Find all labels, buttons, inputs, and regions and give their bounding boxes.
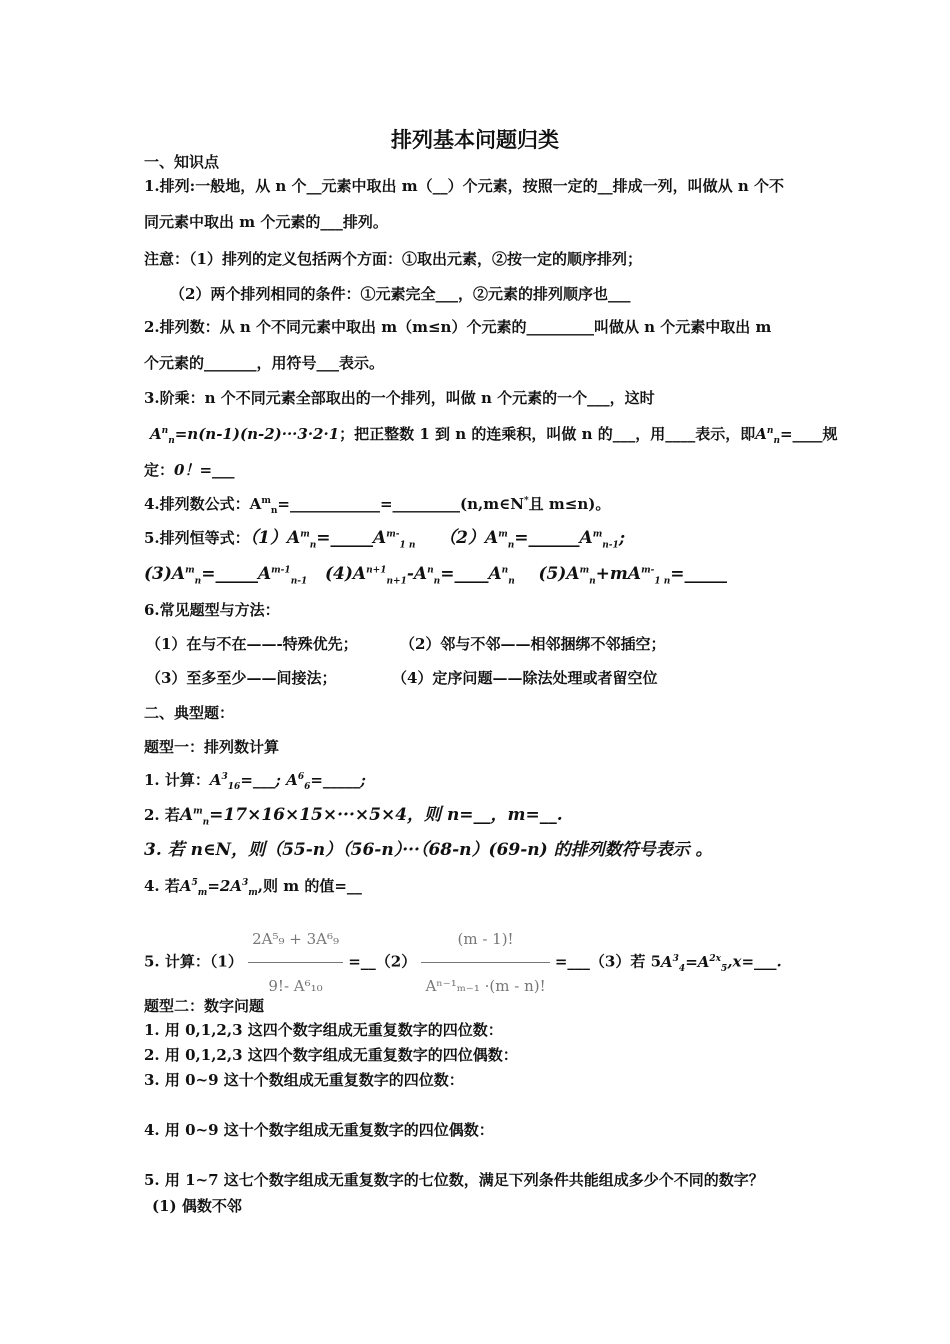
question-4: 4. 若$A^5_m=2A^3_m$,则 m 的值=__ <box>144 877 362 898</box>
type2-question-2: 2. 用 0,1,2,3 这四个数字组成无重复数字的四位偶数： <box>144 1046 518 1064</box>
q4-tail: ,则 m 的值=__ <box>257 877 362 895</box>
type2-question-1: 1. 用 0,1,2,3 这四个数字组成无重复数字的四位数： <box>144 1021 503 1039</box>
identity-3-label: (3) <box>144 564 172 584</box>
type2-question-3: 3. 用 0~9 这十个数组成无重复数字的四位数： <box>144 1071 464 1089</box>
q5-fraction-1 <box>248 918 343 1007</box>
q5-mid1: =__（2） <box>348 952 417 971</box>
formula-tail: 且 m≤n)。 <box>528 495 611 513</box>
q2-pre: 2. 若 <box>144 806 180 824</box>
identity-2-label: （2） <box>439 528 485 548</box>
factorial-line3 <box>144 460 235 480</box>
identity-label: 5.排列恒等式： <box>144 529 250 547</box>
symbol-A-n-n: $A^n_n$ <box>150 425 175 446</box>
q4-pre: 4. 若 <box>144 877 180 895</box>
q5-f2-numerator: (m - 1)! <box>457 930 514 948</box>
identity-1-eq: =_____ <box>316 528 374 548</box>
method-4: （4）定序问题——除法处理或者留空位 <box>392 669 658 687</box>
note-line1: 注意：（1）排列的定义包括两个方面：①取出元素，②按一定的顺序排列； <box>144 250 642 268</box>
method-2: （2）邻与不邻——相邻捆绑不邻插空； <box>400 635 666 653</box>
identity-line2: $(3)A^m_n=\_\_\_\_\_A^{m-1}_{n-1}$ $(4)A^{n+1}_{n+1}-A^n_n=\_\_\_\_A^n_n$ $(5)A^m_n+mA^{m-}_{1 n}=\_\_\_\_\_$ <box>144 564 728 587</box>
factorial-text: ；把正整数 1 到 n 的连乘积，叫做 n 的___，用____表示，即 <box>339 425 756 443</box>
identity-5-label: (5) <box>538 564 567 584</box>
definition-permutation-line1: 1.排列:一般地，从 n 个__元素中取出 m（__）个元素，按照一定的__排成一列，叫做从 n 个不 <box>144 177 784 195</box>
type2-question-5-sub1: (1) 偶数不邻 <box>152 1197 242 1215</box>
methods-heading: 6.常见题型与方法： <box>144 601 280 619</box>
q5-end: ,x=___. <box>727 952 782 971</box>
define-label: 定： <box>144 461 175 479</box>
type2-question-5: 5. 用 1~7 这七个数字组成无重复数字的七位数，满足下列条件共能组成多少个不同的数字？ <box>144 1171 764 1189</box>
q1-eq2: =_____; <box>310 771 366 789</box>
identity-3-eq: =_____ <box>201 564 258 584</box>
factorial-end: =____规 <box>779 425 838 443</box>
identity-5-plus: +m <box>595 564 628 584</box>
type2-heading: 题型二：数字问题 <box>144 997 265 1015</box>
type2-question-4: 4. 用 0~9 这十个数字组成无重复数字的四位偶数： <box>144 1121 494 1139</box>
method-3: （3）至多至少——间接法； <box>146 669 337 687</box>
q5-f2-denominator: Aⁿ⁻¹ₘ₋₁ ·(m - n)! <box>421 962 549 1007</box>
question-2: 2. 若$A^m_n=17\times 16\times 15\times\cdot\cdot\cdot\times 5\times 4$，则 n=__，m=__. <box>144 805 563 828</box>
section-knowledge: 一、知识点 <box>144 153 220 171</box>
identity-1-label: （1） <box>249 528 288 548</box>
q1-pre: 1. 计算： <box>144 771 210 789</box>
factorial-line1: 3.阶乘：n 个不同元素全部取出的一个排列，叫做 n 个元素的一个___，这时 <box>144 389 655 407</box>
question-1: 1. 计算：$A^3_{16}=\_\_\_$; $A^6_6=\_\_\_\_\_$; <box>144 771 366 792</box>
definition-permutation-line2: 同元素中取出 m 个元素的___排列。 <box>144 213 388 231</box>
q5-pre: 5. 计算：（1） <box>144 952 243 971</box>
identity-4-eq: =____ <box>440 564 489 584</box>
symbol-A-n-n-2: $A^n_n$ <box>755 425 780 446</box>
q2-rest: =17×16×15×···×5×4，则 n=__，m=__. <box>209 805 563 825</box>
section-typical: 二、典型题： <box>144 704 235 722</box>
identity-4-label: (4) <box>325 564 353 584</box>
q5-mid2: =___（3）若 5 <box>554 952 662 971</box>
type1-heading: 题型一：排列数计算 <box>144 738 280 756</box>
identity-4-minus: - <box>406 564 414 584</box>
question-3: 3. 若 n∈N，则（55-n）（56-n）···（68-n）(69-n) 的排列数符号表示 。 <box>144 840 713 860</box>
question-5: 5. 计算：（1） $\frac{\text{2A⁵₉ + 3A⁶₉}}{\text{9!- A⁶₁₀}}$ =__（2） $\frac{(m - 1)!}{\text{Aⁿ⁻¹ₘ₋₁ ·(m - n)!}}$ =___（3）若 $5A^3_4=A^{2x}_5,x=\_\_\_$. <box>144 918 782 968</box>
formula-rest: =____________=_________(n,m∈N <box>277 495 524 513</box>
permutation-number-line1: 2.排列数：从 n 个不同元素中取出 m（m≤n）个元素的_________叫做从 n 个元素中取出 m <box>144 318 772 336</box>
q5-f1-numerator: 2A⁵₉ + 3A⁶₉ <box>252 930 339 948</box>
permutation-number-line2: 个元素的_______，用符号___表示。 <box>144 354 385 372</box>
identity-5-eq: =_____ <box>670 564 728 584</box>
identity-2-eq: =______ <box>514 528 580 548</box>
q4-rest: =2 <box>207 877 231 895</box>
q1-eq1: =___; <box>240 771 281 789</box>
formula-line: 4.排列数公式：$A^m_n=\_\_\_\_\_\_\_\_\_\_\_\_=\_\_\_\_\_\_\_\_\_(n,m\in N^*$且 m≤n)。 <box>144 495 611 516</box>
identity-line1: 5.排列恒等式：$(1)A^m_n=\_\_\_\_\_A^{m-}_{1 n}$ $(2)A^m_n=\_\_\_\_\_\_A^m_{n-1}$; <box>144 528 626 551</box>
page-title: 排列基本问题归类 <box>391 127 559 152</box>
method-1: （1）在与不在——-特殊优先； <box>146 635 358 653</box>
q5-fraction-2 <box>421 918 549 1007</box>
formula-pre: 4.排列数公式：A <box>144 495 262 513</box>
zero-factorial: 0！=___ <box>174 461 235 479</box>
factorial-line2 <box>150 424 838 444</box>
q5-f1-denominator: 9!- A⁶₁₀ <box>248 962 343 1007</box>
note-line2: （2）两个排列相同的条件：①元素完全___，②元素的排列顺序也___ <box>170 285 631 303</box>
factorial-formula: =n(n-1)(n-2)···3·2·1 <box>174 425 340 443</box>
